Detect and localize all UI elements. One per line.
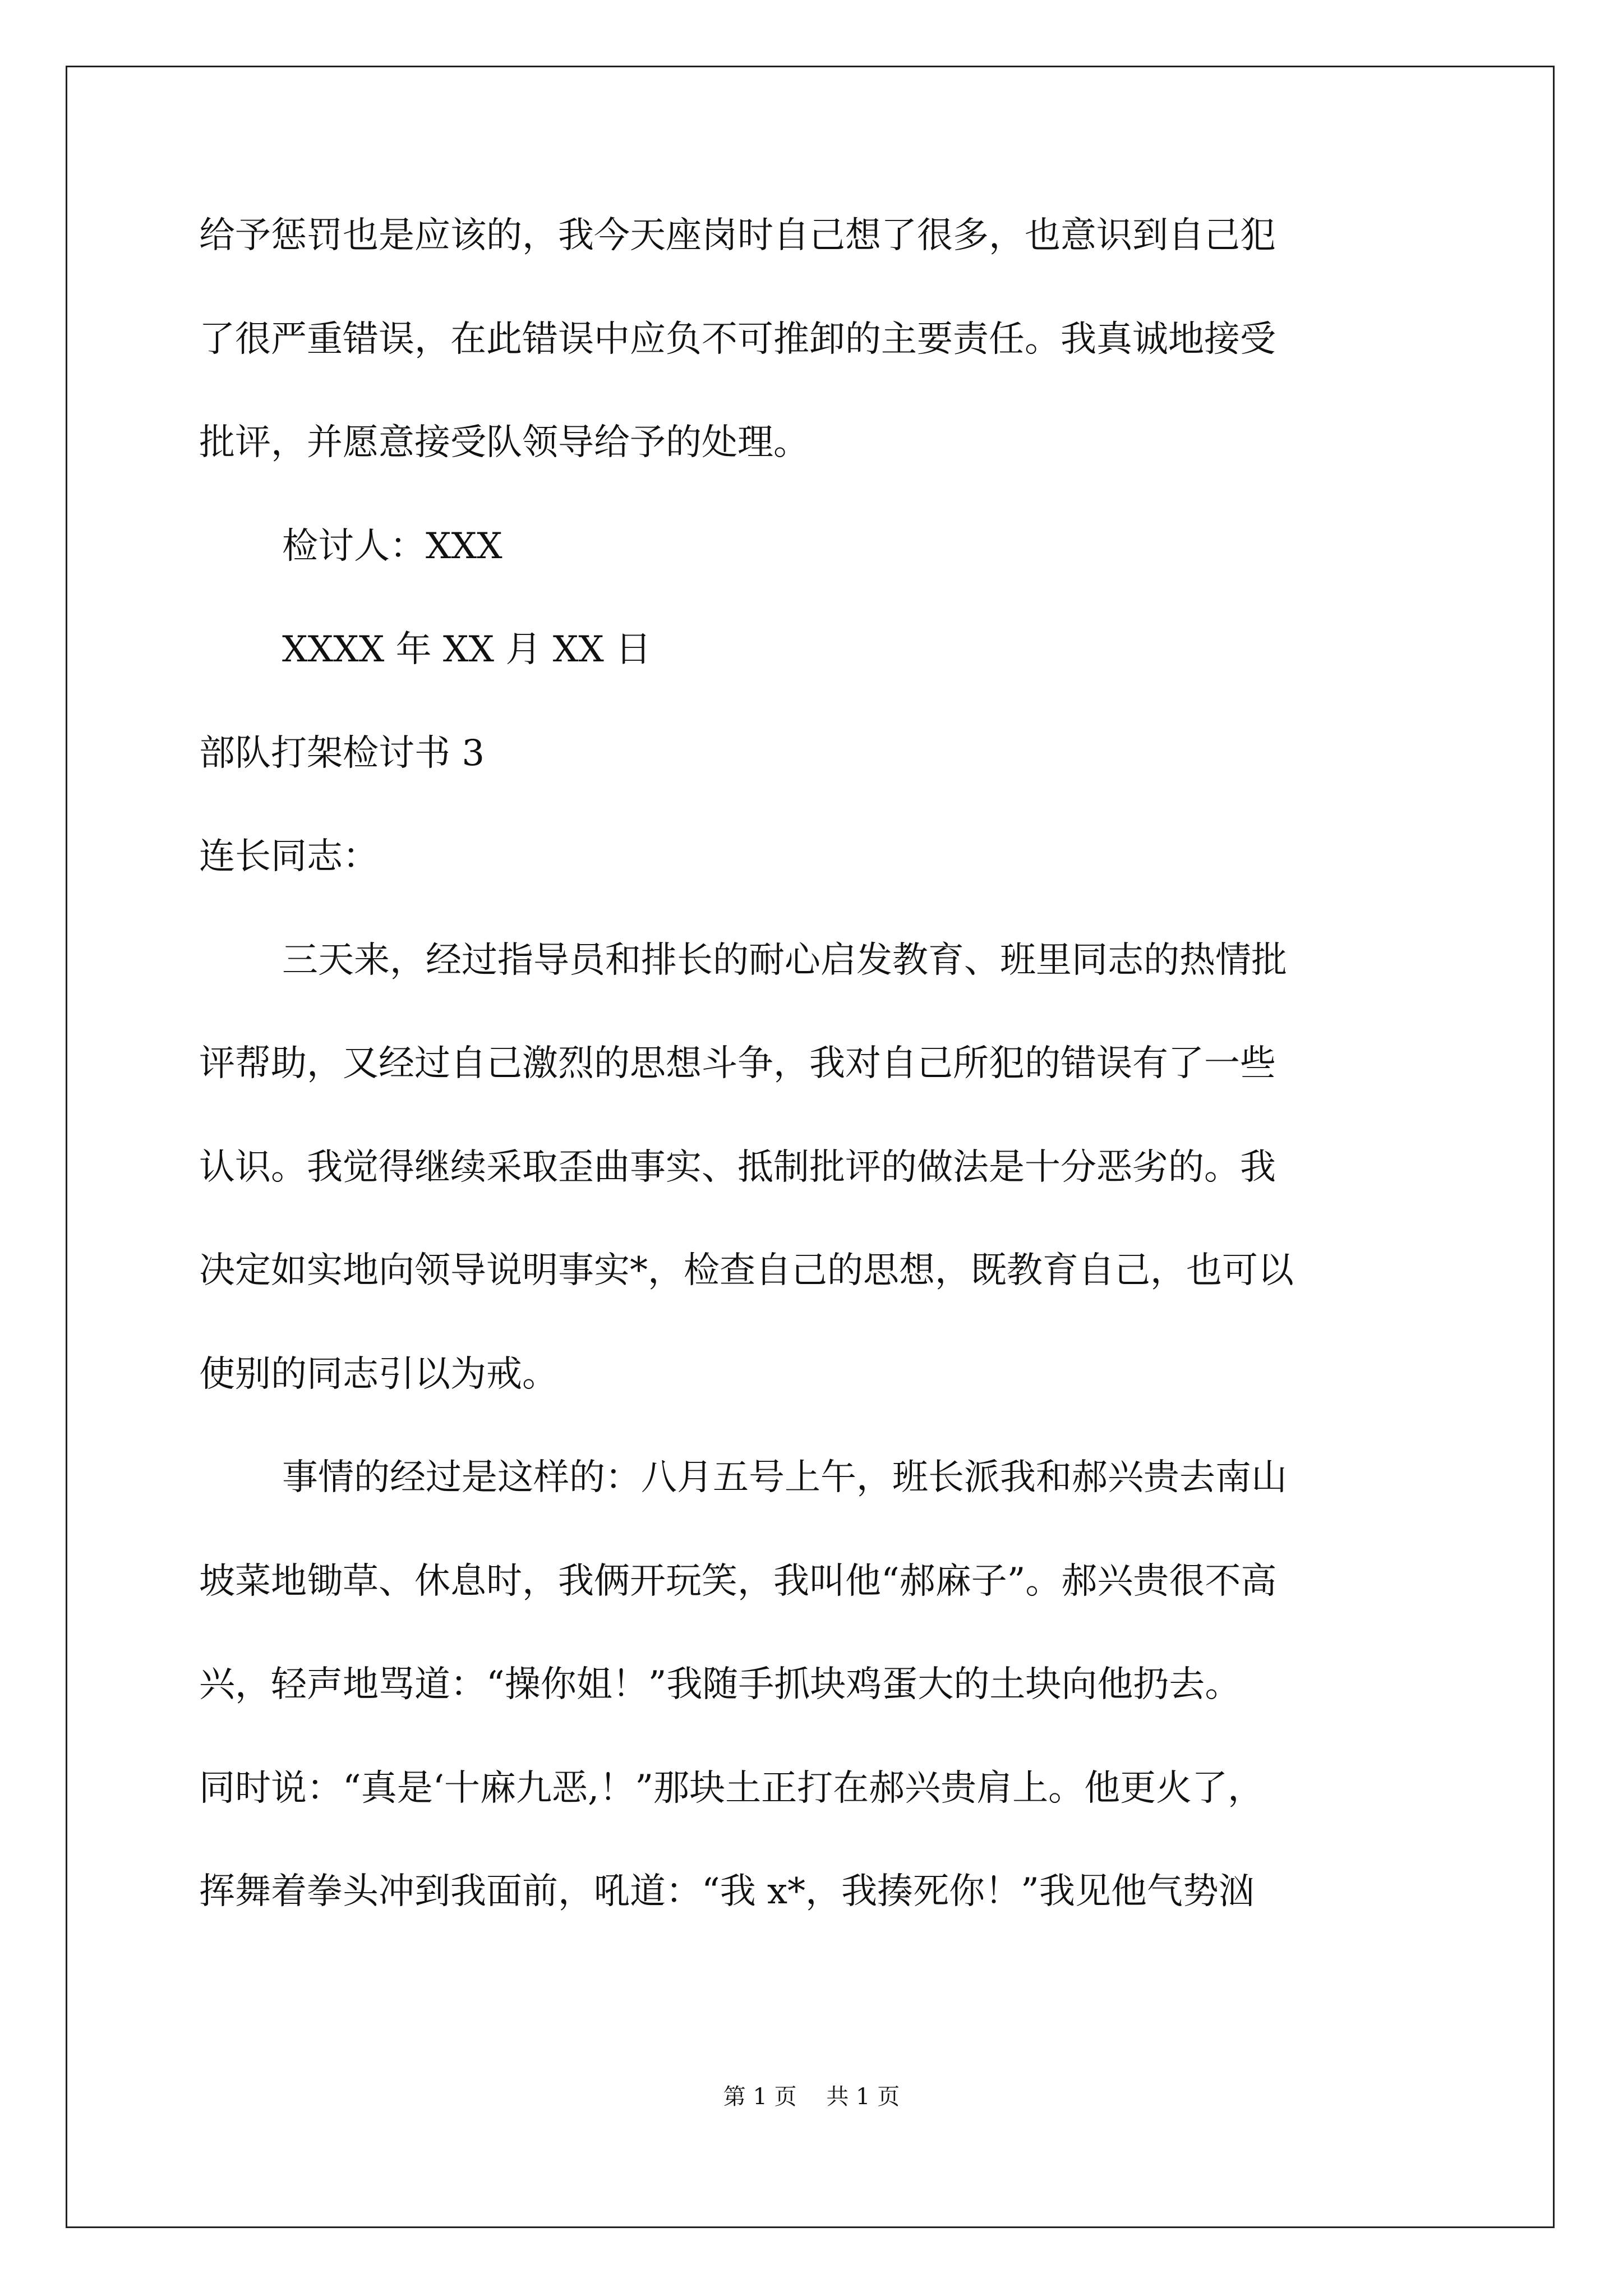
text-line: 给予惩罚也是应该的，我今天座岗时自己想了很多，也意识到自己犯 <box>199 215 1276 256</box>
text-line: 批评，并愿意接受队领导给予的处理。 <box>199 422 809 463</box>
text-line: 坡菜地锄草、休息时，我俩开玩笑，我叫他“郝麻子”。郝兴贵很不高 <box>199 1561 1277 1602</box>
text-line: 认识。我觉得继续采取歪曲事实、抵制批评的做法是十分恶劣的。我 <box>199 1147 1276 1188</box>
salutation: 连长同志： <box>199 836 379 877</box>
text-line: 同时说：“真是‘十麻九恶,！”那块土正打在郝兴贵肩上。他更火了， <box>199 1768 1264 1809</box>
section-title: 部队打架检讨书 3 <box>199 733 485 774</box>
text-line: 评帮助，又经过自己激烈的思想斗争，我对自己所犯的错误有了一些 <box>199 1043 1276 1084</box>
date-line: XXXX 年 XX 月 XX 日 <box>282 629 652 670</box>
text-line: 兴，轻声地骂道：“操你姐！”我随手抓块鸡蛋大的土块向他扔去。 <box>199 1664 1241 1705</box>
signature-line: 检讨人：XXX <box>282 526 502 567</box>
text-line: 了很严重错误，在此错误中应负不可推卸的主要责任。我真诚地接受 <box>199 319 1276 360</box>
text-line: 决定如实地向领导说明事实*，检查自己的思想，既教育自己，也可以 <box>199 1250 1294 1291</box>
text-line: 事情的经过是这样的：八月五号上午，班长派我和郝兴贵去南山 <box>282 1457 1287 1498</box>
text-line: 挥舞着拳头冲到我面前，吼道：“我 x*，我揍死你！”我见他气势汹 <box>199 1871 1255 1912</box>
text-line: 使别的同志引以为戒。 <box>199 1354 558 1395</box>
text-line: 三天来，经过指导员和排长的耐心启发教育、班里同志的热情批 <box>282 940 1287 981</box>
page-footer: 第 1 页 共 1 页 <box>723 2084 900 2110</box>
